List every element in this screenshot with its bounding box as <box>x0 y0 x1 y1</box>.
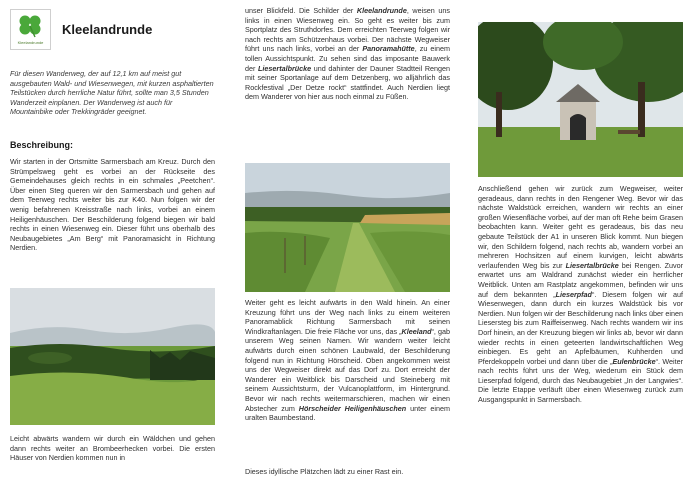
intro-text: Für diesen Wanderweg, der auf 12,1 km auf meist gut ausgebauten Wald- und Wiesenwegen, mit kurzen asphaltierten Teilstücken durch herrliche Natur führt, sollte man 3,5 Stunden Wanderzeit einplanen. Der Wanderweg ist auch für Mountainbike oder Trekkingräder geeignet. <box>10 69 214 117</box>
col2-paragraph-2: Weiter geht es leicht aufwärts in den Wald hinein. An einer Kreuzung führt uns der Weg nach links zu einem weiteren Panoramablick Richtung Sarmersbach mit seinen Windkraftanlagen. Die freie Fläche vor uns, das „Kleeland“, gab unserem Weg seinen Namen. Wir wandern weiter leicht aufwärts durch einen schönen Laubwald, der Beschilderung folgend nun in Richtung Hörscheid. Oben angekommen weist uns der Wegweiser direkt auf das Dorf zu. Dort erreicht der Wanderer ein Weitblick bis Darscheid und Steineberg mit seinem Aussichtsturm, der Vulcanoplattform, im Hintergrund. Bevor wir nach rechts weitermarschieren, machen wir einen Abstecher zum Hörscheider Heiligenhäuschen unter einem uralten Baumbestand. <box>245 298 451 423</box>
col3-paragraph-1: Anschließend gehen wir zurück zum Wegweiser, weiter geradeaus, dann rechts in den Rengener Weg. Bevor wir das nächste Waldstück erreichen, wandern wir rechts an einer großen Wiesenfläche vorbei, auf der man oft Rehe beim Grasen beobachten kann. Weiter geht es geradeaus, bis das neu gebaute Teilstück der A1 in unseren Blick kommt. Nun biegen wir, den Schildern folgend, nach rechts ab, wandern vorbei an mehreren Hochsitzen auf einem kurvigen, leicht abwärts verlaufenden Weg bis zur Liesertalbrücke bei Rengen. Zuvor erwartet uns am Waldrand zunächst wieder ein herrlicher Weitblick. Unten am Rastplatz angekommen, befinden wir uns auf dem bekannten „Lieserpfad“. Diesem folgen wir auf Wiesenwegen, dann durch ein kurzes Waldstück bis vor Nerdien. Nun folgen wir der Beschilderung nach links über einen Liesersteg bis zum Raiffeisenweg. Nach rechts wandern wir ins Dorf hinein, an der Kreuzung biegen wir links ab, bevor wir dann wieder rechts in einen geteerten landwirtschaftlichen Weg einbiegen. Es geht an Apfelbäumen, Kuhherden und Pferdekoppeln vorbei und dann über die „Eulenbrücke“. Weiter nach rechts führt uns der Weg, wiederum ein Stück dem Lieserpfad folgend, durch das Neubaugebiet „In der Langwies“. Die letzte Etappe verläuft über einen Wiesenweg zurück zum Ausgangspunkt in Sarmersbach. <box>478 184 683 405</box>
col1-paragraph-1: Wir starten in der Ortsmitte Sarmersbach am Kreuz. Durch den Strümpelsweg geht es vorbei an der Rückseite des Gemeindehauses gleich rechts in ein schmales „Peetchen“. Über einen Steg queren wir den Sarmersbach und gehen auf dem Teerweg rechts weiter bis zur K40. Nun folgen wir der wenig befahrenen Kreisstraße nach links, vorbei an einem Heiligenhäuschen. Der Beschilderung folgend biegen wir bald rechts in einen Wiesenweg ein. Dieser führt uns oberhalb des Neubaugebietes „Am Berg“ mit Panoramasicht in Richtung Nerdien. <box>10 157 215 253</box>
page-title: Kleelandrunde <box>62 22 153 37</box>
description-heading: Beschreibung: <box>10 140 74 150</box>
logo <box>10 9 51 50</box>
clover-icon <box>11 10 50 40</box>
logo-caption: Kleelandrunde <box>17 40 44 45</box>
col2-paragraph-3: Dieses idyllische Plätzchen lädt zu einer Rast ein. <box>245 467 404 476</box>
col1-paragraph-2: Leicht abwärts wandern wir durch ein Wäldchen und gehen dann rechts weiter an Brombeerhecken vorbei. Die ersten Häuser von Nerdien kommen nun in <box>10 434 215 463</box>
photo-field-path <box>245 163 450 292</box>
photo-chapel <box>478 22 683 177</box>
col2-paragraph-1: unser Blickfeld. Die Schilder der Kleelandrunde, weisen uns links in einen Wiesenweg ein. So geht es weiter bis zum Sportplatz des Struthdorfes. Dem erreichten Teerweg folgen wir nach rechts am Schützenhaus vorbei. Der nächste Wegweiser führt uns nach links, vorbei an der Panoramahütte, zu einem tollen Aussichtspunkt. Zu sehen sind das imposante Bauwerk der Liesertalbrücke und dahinter der Dauner Stadtteil Rengen mit seiner Sportanlage auf dem Detzenberg, wo alljährlich das Rockfestival „Der Detze rockt“ stattfindet. Auch Nerdien liegt dem Wanderer von hier aus noch einmal zu Füßen. <box>245 6 450 102</box>
photo-valley-panorama <box>10 288 215 425</box>
